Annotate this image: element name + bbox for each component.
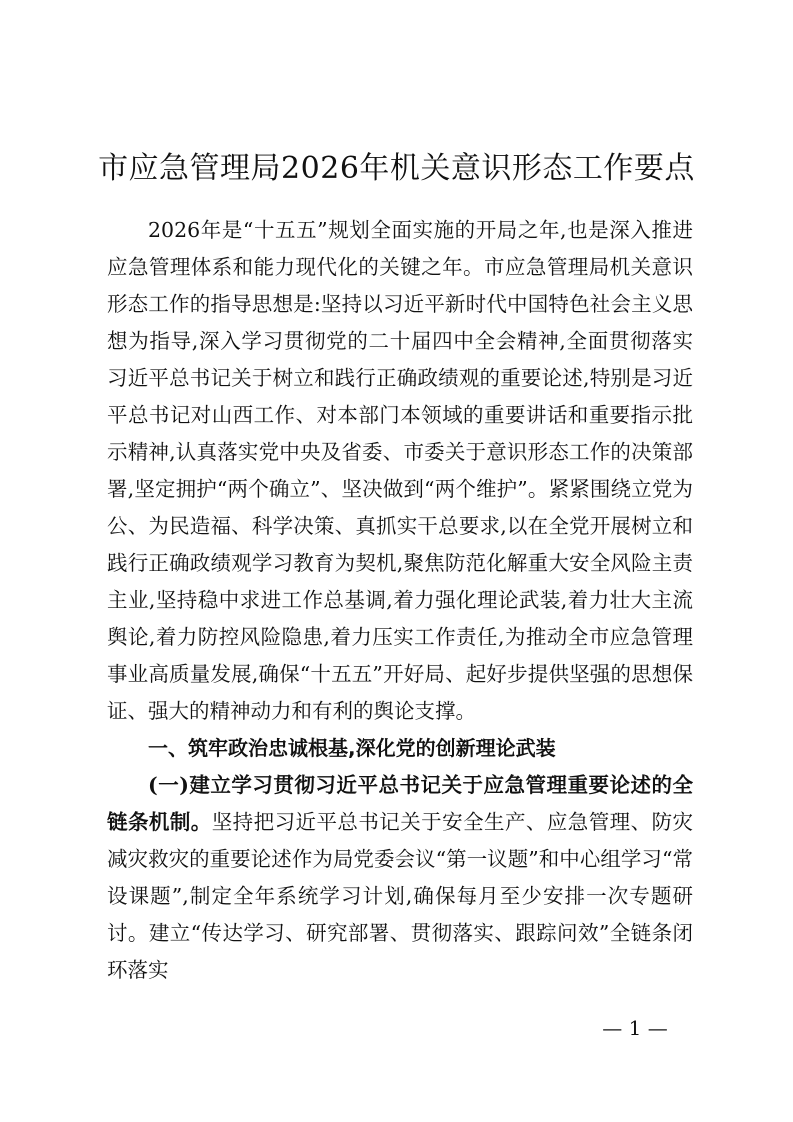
- section-heading-1: 一、筑牢政治忠诚根基,深化党的创新理论武装: [148, 736, 556, 760]
- document-title: 市应急管理局2026年机关意识形态工作要点: [98, 151, 695, 186]
- intro-paragraph: 2026年是“十五五”规划全面实施的开局之年,也是深入推进应急管理体系和能力现代化的关键之年。市应急管理局机关意识形态工作的指导思想是:坚持以习近平新时代中国特色社会主义思想为指导,深入学习贯彻党的二十届四中全会精神,全面贯彻落实习近平总书记关于树立和践行正确政绩观的重要论述,特别是习近平总书记对山西工作、对本部门本领域的重要讲话和重要指示批示精神,认真落实党中央及省委、市委关于意识形态工作的决策部署,坚定拥护“两个确立”、坚决做到“两个维护”。紧紧围绕立党为公、为民造福、科学决策、真抓实干总要求,以在全党开展树立和践行正确政绩观学习教育为契机,聚焦防范化解重大安全风险主责主业,坚持稳中求进工作总基调,着力强化理论武装,着力壮大主流舆论,着力防控风险隐患,着力压实工作责任,为推动全市应急管理事业高质量发展,确保“十五五”开好局、起好步提供坚强的思想保证、强大的精神动力和有利的舆论支撑。: [107, 218, 693, 723]
- subsection-text-1: 坚持把习近平总书记关于安全生产、应急管理、防灾减灾救灾的重要论述作为局党委会议“第一议题”和中心组学习“常设课题”,制定全年系统学习计划,确保每月至少安排一次专题研讨。建立“传达学习、研究部署、贯彻落实、跟踪问效”全链条闭环落实: [107, 810, 694, 982]
- subsection-paragraph-1: [107, 767, 693, 989]
- document-body: [107, 212, 693, 989]
- subsection-heading-1: (一)建立学习贯彻习近平总书记关于应急管理重要论述的全链条机制。: [107, 773, 693, 834]
- page-number: — 1 —: [602, 1016, 668, 1040]
